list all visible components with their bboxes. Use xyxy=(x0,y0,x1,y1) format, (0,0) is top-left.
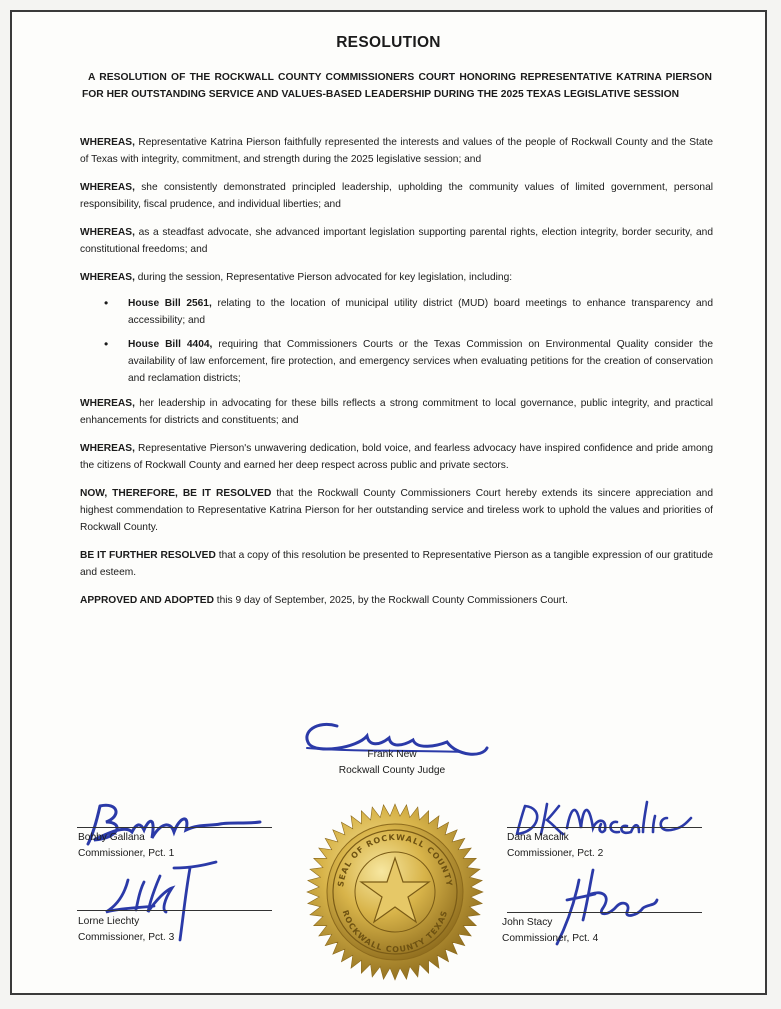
pct2-name: Dana Macalik xyxy=(507,832,569,843)
pct2-title: Commissioner, Pct. 2 xyxy=(507,848,604,859)
resolution-heading: A RESOLUTION OF THE ROCKWALL COUNTY COMMISSIONERS COURT HONORING REPRESENTATIVE KATRINA PIERSON FOR HER OUTSTANDING SERVICE AND VALUES-BASED LEADERSHIP DURING THE 2025 TEXAS LEGISLATIVE SESSION xyxy=(82,72,712,100)
resolution-body xyxy=(80,134,713,620)
judge-name: Frank New xyxy=(367,749,417,760)
bill-list xyxy=(80,295,713,387)
resolution-page xyxy=(10,10,767,995)
whereas-paragraph: WHEREAS, Representative Pierson's unwavering dedication, bold voice, and fearless advocacy have inspired confidence and pride among the citizens of Rockwall County and earned her deep respect across public and private sectors. xyxy=(80,443,713,471)
further-resolved-paragraph: BE IT FURTHER RESOLVED that a copy of this resolution be presented to Representative Pierson as a tangible expression of our gratitude and esteem. xyxy=(80,550,714,578)
bill-item: • House Bill 2561, relating to the location of municipal utility district (MUD) board meetings to enhance transparency and accessibility; and xyxy=(104,296,713,326)
pct4-signature-line xyxy=(507,912,702,913)
document-title: RESOLUTION xyxy=(336,34,441,51)
seal-text-top: SEAL OF ROCKWALL COUNTY xyxy=(336,832,454,888)
pct4-signature-block xyxy=(502,915,598,947)
pct1-title: Commissioner, Pct. 1 xyxy=(78,848,175,859)
pct2-signature-block xyxy=(507,830,603,862)
pct1-name: Bobby Gallana xyxy=(78,832,145,843)
pct2-signature-line xyxy=(507,827,702,828)
judge-title: Rockwall County Judge xyxy=(338,765,446,776)
whereas-paragraph: WHEREAS, during the session, Representative Pierson advocated for key legislation, including: xyxy=(80,272,513,283)
pct1-signature-line xyxy=(77,827,272,828)
whereas-paragraph: WHEREAS, Representative Katrina Pierson faithfully represented the interests and values of the people of Rockwall County and the State of Texas with integrity, commitment, and strength during the 2025 legislative session; and xyxy=(80,137,713,165)
pct3-title: Commissioner, Pct. 3 xyxy=(78,932,175,943)
bill-item: • House Bill 4404, requiring that Commissioners Courts or the Texas Commission on Environmental Quality consider the availability of law enforcement, fire protection, and emergency services when evaluating petitions for the creation of conservation and reclamation districts; xyxy=(104,337,713,384)
bullet-icon: • xyxy=(104,337,109,351)
pct3-signature-block xyxy=(78,914,174,946)
county-seal-icon xyxy=(305,802,485,982)
pct3-name: Lorne Liechty xyxy=(78,916,140,927)
pct1-signature-block xyxy=(78,830,174,862)
pct3-signature-line xyxy=(77,910,272,911)
bullet-icon: • xyxy=(104,296,109,310)
resolved-paragraph: NOW, THEREFORE, BE IT RESOLVED that the Rockwall County Commissioners Court hereby extends its sincere appreciation and highest commendation to Representative Katrina Pierson for her outstanding service and tireless work to uphold the values and priorities of Rockwall County. xyxy=(80,488,714,533)
pct4-name: John Stacy xyxy=(502,917,553,928)
whereas-paragraph: WHEREAS, as a steadfast advocate, she advanced important legislation supporting parental rights, election integrity, border security, and constitutional freedoms; and xyxy=(80,227,713,255)
seal-text-bottom: ROCKWALL COUNTY TEXAS xyxy=(340,909,450,955)
adoption-paragraph: APPROVED AND ADOPTED this 9 day of September, 2025, by the Rockwall County Commissioners Court. xyxy=(80,595,568,606)
whereas-paragraph: WHEREAS, her leadership in advocating for these bills reflects a strong commitment to local governance, public integrity, and practical enhancements for districts and constituents; and xyxy=(80,398,713,426)
pct4-title: Commissioner, Pct. 4 xyxy=(502,933,599,944)
whereas-paragraph: WHEREAS, she consistently demonstrated principled leadership, upholding the community values of limited government, personal responsibility, fiscal prudence, and individual liberties; and xyxy=(80,182,713,210)
judge-signature-block xyxy=(312,747,472,779)
